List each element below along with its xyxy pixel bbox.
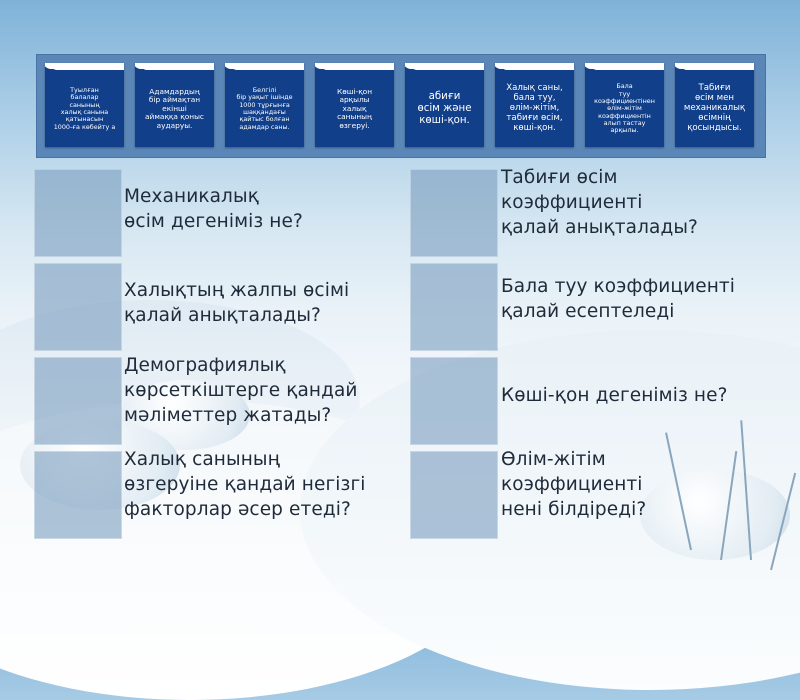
question-label: Халықтың жалпы өсімі қалай анықталады?	[124, 280, 350, 326]
snowy-bush	[640, 470, 790, 560]
drop-slot[interactable]	[410, 263, 498, 351]
question-label: Табиғи өсім коэффициенті қалай анықталады?	[501, 167, 698, 238]
question-label: Көші-қон дегеніміз не?	[501, 385, 728, 406]
answer-card[interactable]	[405, 63, 484, 147]
drop-slot[interactable]	[410, 357, 498, 445]
drop-slot[interactable]	[34, 451, 122, 539]
answer-card-text: Адамдардың бір аймақтан екінші аймаққа қоныс аударуы.	[145, 86, 204, 130]
answer-card[interactable]	[135, 63, 214, 147]
answer-card[interactable]	[315, 63, 394, 147]
drop-slot[interactable]	[410, 169, 498, 257]
answer-card-text: Көші-қон арқылы халық санының өзгеруі.	[336, 86, 373, 130]
answer-card-text: Халық саны, бала туу, өлім-жітім, табиғи өсім, көші-қон.	[506, 83, 563, 133]
drop-slot[interactable]	[34, 169, 122, 257]
answer-card[interactable]	[225, 63, 304, 147]
drop-slot[interactable]	[410, 451, 498, 539]
answer-card[interactable]	[675, 63, 754, 147]
question-label: Халық санының өзгеруіне қандай негізгі факторлар әсер етеді?	[124, 449, 366, 520]
answer-card-text: Туылған балалар санының халық санына қатынасын 1000-ға көбейту а	[53, 85, 116, 131]
answer-card-text: Белгілі бір уақыт ішінде 1000 тұрғынға шаққандағы қайтыс болған адамдар саны.	[236, 85, 293, 131]
answer-card[interactable]	[495, 63, 574, 147]
drop-slot[interactable]	[34, 357, 122, 445]
drop-slot[interactable]	[34, 263, 122, 351]
answer-card-tray	[36, 54, 766, 158]
answer-card-text: Бала туу коэффициентінен өлім-жітім коэффициентін алып тастау арқылы.	[594, 82, 655, 135]
question-label: Механикалық өсім дегеніміз не?	[124, 186, 303, 232]
question-label: Өлім-жітім коэффициенті нені білдіреді?	[501, 449, 647, 520]
question-label: Демографиялық көрсеткіштерге қандай мәліметтер жатады?	[124, 355, 358, 426]
answer-card[interactable]	[585, 63, 664, 147]
answer-card-text: Табиғи өсім мен механикалық өсімнің қосындысы.	[683, 83, 746, 133]
question-label: Бала туу коэффициенті қалай есептеледі	[501, 276, 736, 322]
answer-card-text: абиғи өсім және көші-қон.	[417, 91, 472, 126]
answer-card[interactable]	[45, 63, 124, 147]
